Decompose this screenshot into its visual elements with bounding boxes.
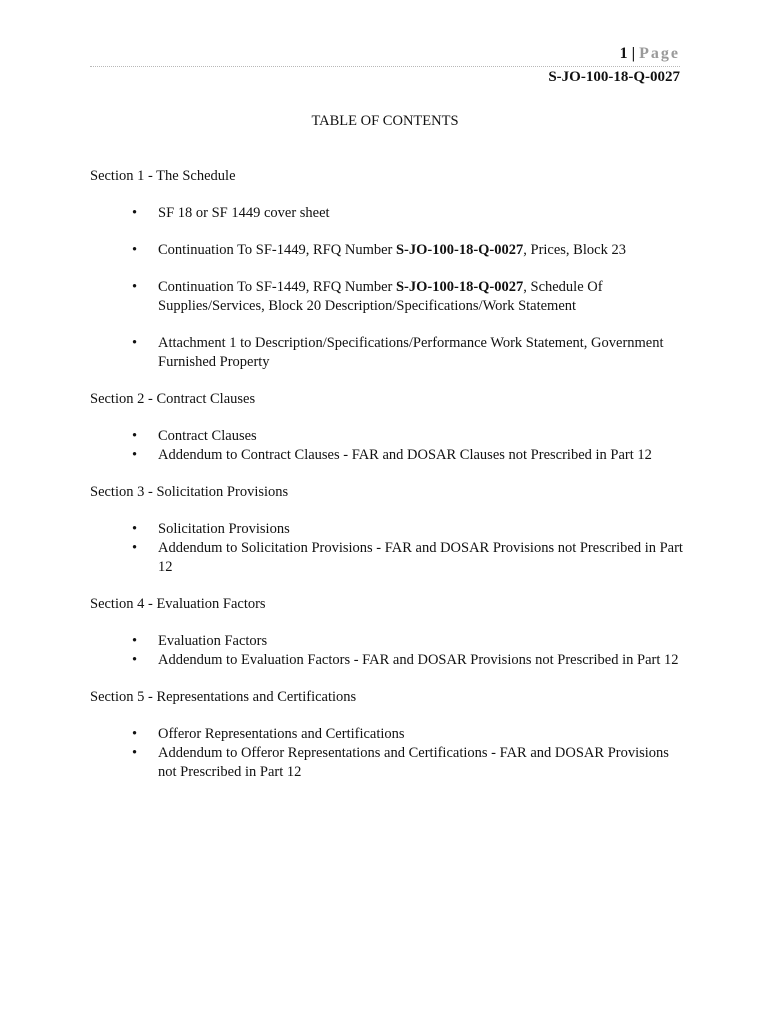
list-item — [90, 539, 690, 577]
page-word: Page — [639, 45, 680, 62]
list-item — [90, 204, 690, 223]
bullet-icon: • — [132, 652, 138, 668]
page-number-line — [90, 44, 680, 64]
section-2 — [90, 390, 690, 465]
list-item — [90, 334, 690, 372]
list-item-text: Evaluation Factors — [158, 633, 268, 649]
list-item-text: Addendum to Solicitation Provisions - FAR and DOSAR Provisions not Prescribed in Part 12 — [158, 540, 683, 575]
bullet-icon: • — [132, 540, 138, 556]
list-item — [90, 651, 690, 670]
bullet-icon: • — [132, 447, 138, 463]
rfq-number: S-JO-100-18-Q-0027 — [395, 279, 524, 295]
page-number-separator: | — [631, 45, 636, 62]
bullet-icon: • — [132, 205, 138, 221]
list-item — [90, 744, 690, 782]
list-item — [90, 632, 690, 651]
list-item — [90, 520, 690, 539]
section-1 — [90, 167, 690, 372]
list-item-text-post: , Prices, Block 23 — [523, 242, 626, 258]
page-number: 1 — [619, 45, 628, 62]
section-heading: Section 2 - Contract Clauses — [90, 391, 256, 407]
list-item — [90, 446, 690, 465]
bullet-icon: • — [132, 745, 138, 761]
section-heading: Section 1 - The Schedule — [90, 168, 236, 184]
solicitation-number: S-JO-100-18-Q-0027 — [548, 69, 680, 85]
list-item — [90, 427, 690, 446]
bullet-icon: • — [132, 335, 138, 351]
list-item-text: Addendum to Evaluation Factors - FAR and DOSAR Provisions not Prescribed in Part 12 — [158, 652, 679, 668]
list-item-text-pre: Continuation To SF-1449, RFQ Number — [158, 242, 396, 258]
list-item — [90, 241, 690, 260]
bullet-icon: • — [132, 279, 138, 295]
section-item-list — [90, 427, 690, 465]
header-rule — [90, 66, 680, 67]
list-item-text-post: , Schedule Of Supplies/Services, Block 20 Description/Specifications/Work Statement — [158, 279, 603, 314]
bullet-icon: • — [132, 521, 138, 537]
list-item-text: Addendum to Contract Clauses - FAR and DOSAR Clauses not Prescribed in Part 12 — [158, 447, 652, 463]
list-item-text: Addendum to Offeror Representations and Certifications - FAR and DOSAR Provisions not Prescribed in Part 12 — [158, 745, 669, 780]
list-item-text: SF 18 or SF 1449 cover sheet — [158, 205, 330, 221]
list-item-text-pre: Continuation To SF-1449, RFQ Number — [158, 279, 396, 295]
section-heading: Section 3 - Solicitation Provisions — [90, 484, 289, 500]
list-item — [90, 278, 690, 316]
toc-content — [90, 167, 690, 782]
list-item-text: Attachment 1 to Description/Specifications/Performance Work Statement, Government Furnished Property — [158, 335, 664, 370]
section-4 — [90, 595, 690, 670]
bullet-icon: • — [132, 633, 138, 649]
list-item — [90, 725, 690, 744]
section-3 — [90, 483, 690, 577]
toc-title: TABLE OF CONTENTS — [311, 113, 459, 129]
bullet-icon: • — [132, 726, 138, 742]
list-item-text: Solicitation Provisions — [158, 521, 290, 537]
section-heading: Section 5 - Representations and Certifications — [90, 689, 357, 705]
section-heading: Section 4 - Evaluation Factors — [90, 596, 266, 612]
list-item-text: Contract Clauses — [158, 428, 257, 444]
section-item-list — [90, 725, 690, 782]
page-header — [90, 44, 680, 87]
rfq-number: S-JO-100-18-Q-0027 — [395, 242, 524, 258]
section-item-list — [90, 204, 690, 372]
bullet-icon: • — [132, 242, 138, 258]
section-item-list — [90, 520, 690, 577]
section-5 — [90, 688, 690, 782]
bullet-icon: • — [132, 428, 138, 444]
list-item-text: Offeror Representations and Certifications — [158, 726, 405, 742]
section-item-list — [90, 632, 690, 670]
